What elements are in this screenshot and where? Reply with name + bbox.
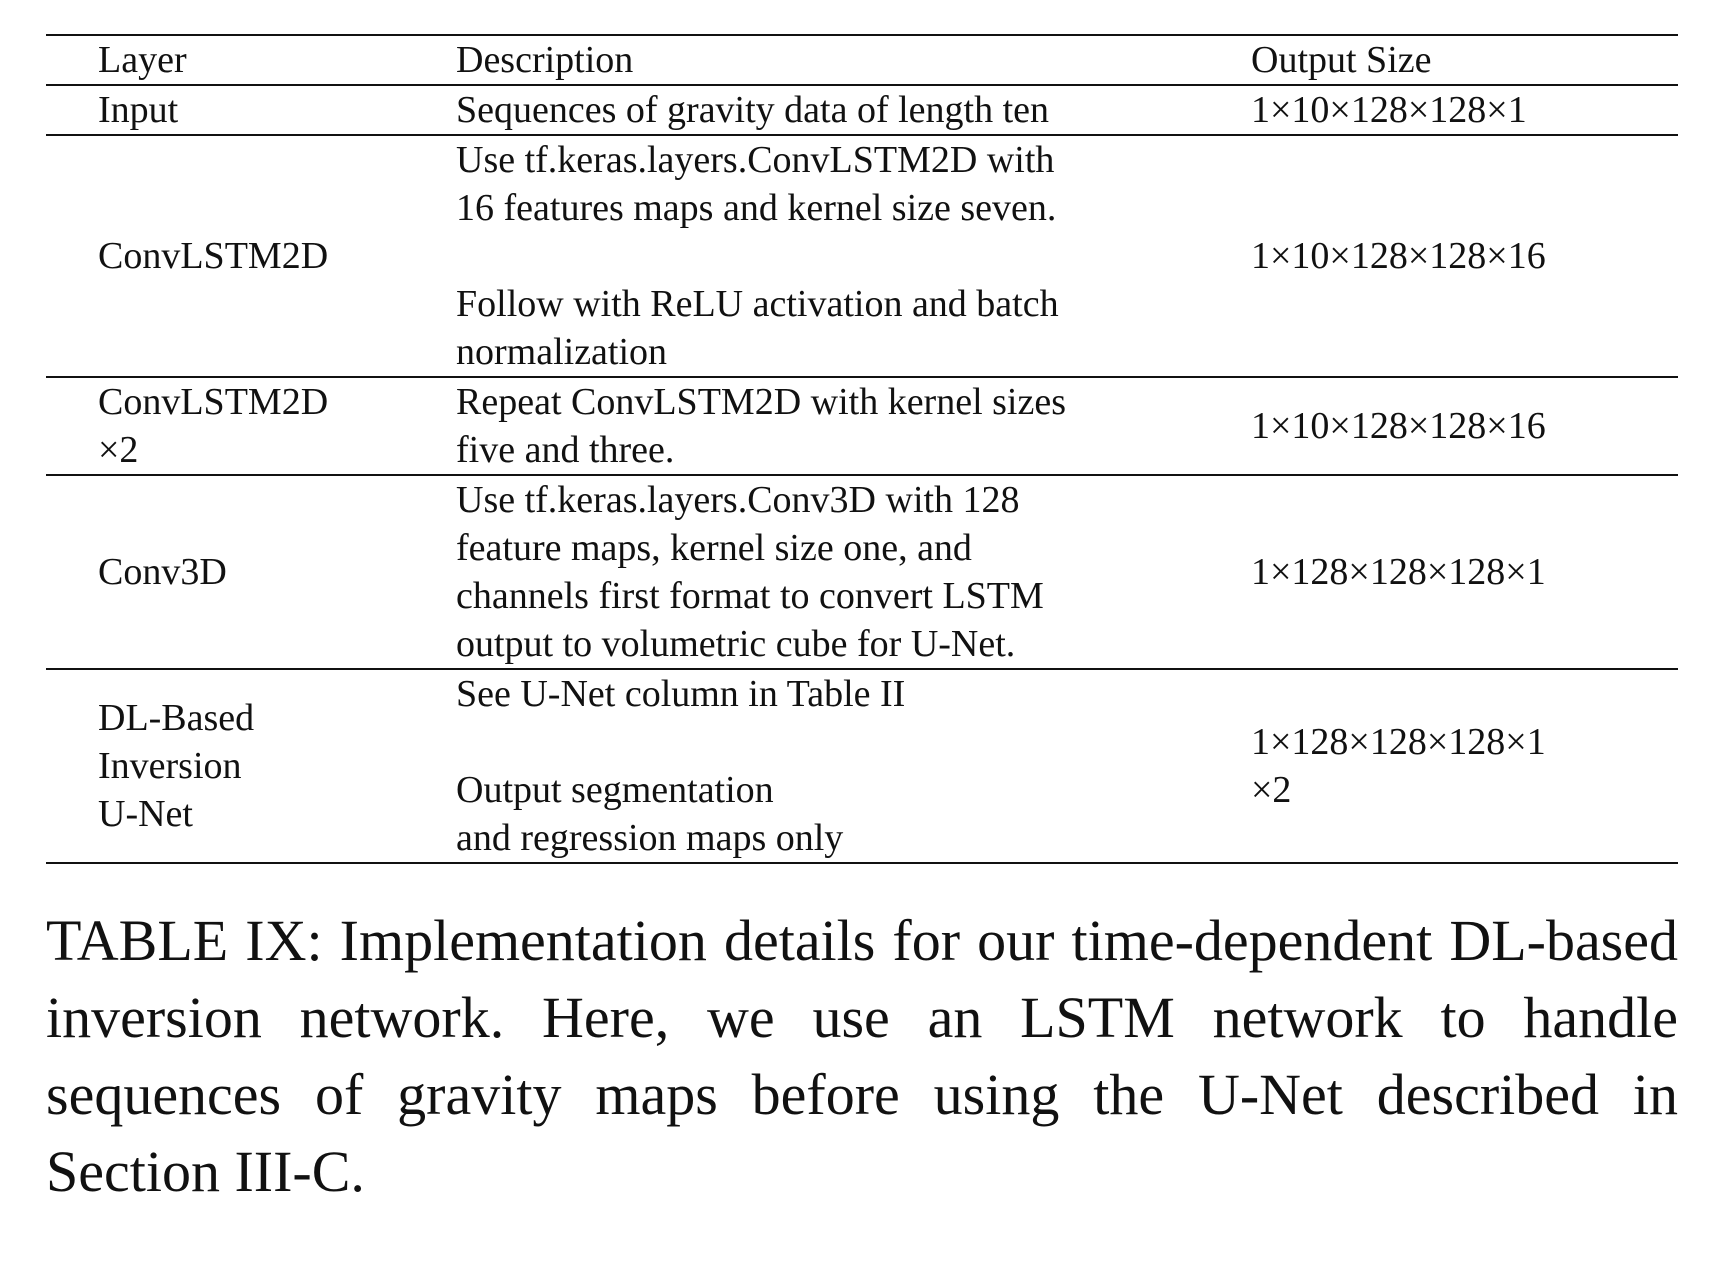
table-row	[46, 85, 1678, 135]
description-text: feature maps, kernel size one, and	[456, 527, 972, 569]
implementation-table	[46, 34, 1678, 864]
description-text: Repeat ConvLSTM2D with kernel sizes	[456, 381, 1067, 423]
table-row	[46, 135, 1678, 377]
description-text: Use tf.keras.layers.Conv3D with 128	[456, 479, 1020, 521]
table-row	[46, 475, 1678, 669]
description-cell	[456, 669, 1251, 863]
output-text: ×2	[1251, 769, 1292, 811]
layer-text: ×2	[98, 429, 139, 471]
layer-text: ConvLSTM2D	[98, 235, 329, 277]
layer-cell	[46, 377, 456, 475]
output-text: 1×10×128×128×16	[1251, 405, 1546, 447]
description-text: and regression maps only	[456, 817, 844, 859]
output-text: 1×128×128×128×1	[1251, 721, 1546, 763]
header-layer: Layer	[98, 39, 187, 81]
layer-text: U-Net	[98, 793, 193, 835]
output-cell	[1251, 475, 1678, 669]
description-text: output to volumetric cube for U-Net.	[456, 623, 1016, 665]
description-cell	[456, 377, 1251, 475]
description-text: See U-Net column in Table II	[456, 673, 906, 715]
layer-cell	[46, 135, 456, 377]
description-spacer	[456, 232, 1251, 280]
layer-cell	[46, 475, 456, 669]
description-cell	[456, 135, 1251, 377]
table-header-row	[46, 35, 1678, 85]
layer-text: ConvLSTM2D	[98, 381, 329, 423]
layer-text: Conv3D	[98, 551, 227, 593]
layer-cell	[46, 85, 456, 135]
output-text: 1×10×128×128×1	[1251, 89, 1527, 131]
description-text: normalization	[456, 331, 668, 373]
output-text: 1×128×128×128×1	[1251, 551, 1546, 593]
description-text: Output segmentation	[456, 769, 774, 811]
layer-text: Input	[98, 89, 179, 131]
output-cell	[1251, 135, 1678, 377]
layer-cell	[46, 669, 456, 863]
description-spacer	[456, 718, 1251, 766]
table-row	[46, 669, 1678, 863]
output-text: 1×10×128×128×16	[1251, 235, 1546, 277]
description-cell	[456, 475, 1251, 669]
output-cell	[1251, 377, 1678, 475]
layer-text: Inversion	[98, 745, 242, 787]
description-text: Follow with ReLU activation and batch	[456, 283, 1059, 325]
header-output-size: Output Size	[1251, 39, 1432, 81]
description-cell	[456, 85, 1251, 135]
description-text: Use tf.keras.layers.ConvLSTM2D with	[456, 139, 1055, 181]
table-caption: TABLE IX: Implementation details for our time-dependent DL-based inversion network. Here, we use an LSTM network to handle sequences of gravity maps before using the U-Net described in Section III-C.	[46, 908, 1678, 1204]
output-cell	[1251, 85, 1678, 135]
output-cell	[1251, 669, 1678, 863]
layer-text: DL-Based	[98, 697, 255, 739]
description-text: five and three.	[456, 429, 675, 471]
description-text: channels first format to convert LSTM	[456, 575, 1044, 617]
description-text: Sequences of gravity data of length ten	[456, 89, 1050, 131]
table-row	[46, 377, 1678, 475]
description-text: 16 features maps and kernel size seven.	[456, 187, 1057, 229]
table-figure	[46, 34, 1678, 1268]
header-description: Description	[456, 39, 634, 81]
